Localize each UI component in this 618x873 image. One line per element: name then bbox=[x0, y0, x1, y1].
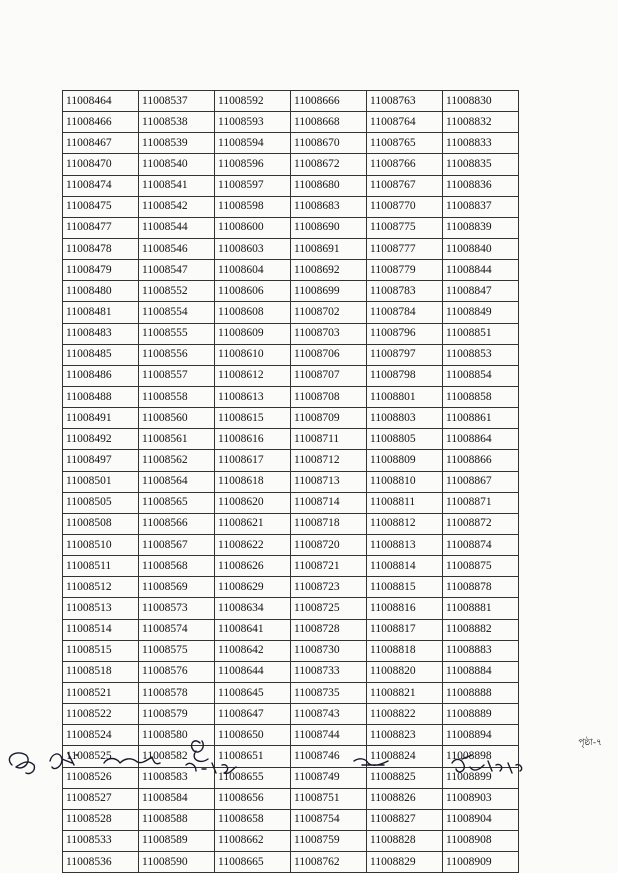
roll-number-cell: 11008609 bbox=[215, 323, 291, 344]
roll-number-cell: 11008584 bbox=[139, 788, 215, 809]
roll-number-cell: 11008542 bbox=[139, 196, 215, 217]
table-row bbox=[63, 133, 519, 154]
roll-number-cell: 11008536 bbox=[63, 852, 139, 873]
roll-number-cell: 11008565 bbox=[139, 492, 215, 513]
table-row bbox=[63, 386, 519, 407]
roll-number-cell: 11008597 bbox=[215, 175, 291, 196]
roll-number-cell: 11008555 bbox=[139, 323, 215, 344]
table-row bbox=[63, 598, 519, 619]
roll-number-cell: 11008884 bbox=[443, 661, 519, 682]
roll-number-cell: 11008562 bbox=[139, 450, 215, 471]
table-row bbox=[63, 281, 519, 302]
roll-number-cell: 11008539 bbox=[139, 133, 215, 154]
roll-number-cell: 11008576 bbox=[139, 661, 215, 682]
roll-number-cell: 11008641 bbox=[215, 619, 291, 640]
roll-number-cell: 11008723 bbox=[291, 577, 367, 598]
roll-number-cell: 11008733 bbox=[291, 661, 367, 682]
roll-number-cell: 11008508 bbox=[63, 513, 139, 534]
table-row bbox=[63, 344, 519, 365]
roll-number-cell: 11008749 bbox=[291, 767, 367, 788]
roll-number-cell: 11008711 bbox=[291, 429, 367, 450]
roll-number-cell: 11008533 bbox=[63, 830, 139, 851]
roll-number-cell: 11008511 bbox=[63, 556, 139, 577]
roll-number-cell: 11008836 bbox=[443, 175, 519, 196]
roll-number-cell: 11008567 bbox=[139, 534, 215, 555]
table-row bbox=[63, 175, 519, 196]
roll-number-cell: 11008477 bbox=[63, 217, 139, 238]
roll-number-cell: 11008541 bbox=[139, 175, 215, 196]
roll-number-cell: 11008813 bbox=[367, 534, 443, 555]
signature-3 bbox=[104, 757, 160, 764]
roll-number-cell: 11008524 bbox=[63, 725, 139, 746]
table-row bbox=[63, 238, 519, 259]
table-row bbox=[63, 577, 519, 598]
roll-number-cell: 11008665 bbox=[215, 852, 291, 873]
signature-5 bbox=[354, 759, 388, 765]
roll-number-cell: 11008746 bbox=[291, 746, 367, 767]
roll-number-cell: 11008608 bbox=[215, 302, 291, 323]
table-row bbox=[63, 450, 519, 471]
roll-number-cell: 11008779 bbox=[367, 260, 443, 281]
roll-number-cell: 11008823 bbox=[367, 725, 443, 746]
roll-number-cell: 11008832 bbox=[443, 112, 519, 133]
roll-number-cell: 11008583 bbox=[139, 767, 215, 788]
roll-number-cell: 11008777 bbox=[367, 238, 443, 259]
roll-number-cell: 11008525 bbox=[63, 746, 139, 767]
roll-number-cell: 11008603 bbox=[215, 238, 291, 259]
roll-number-cell: 11008594 bbox=[215, 133, 291, 154]
roll-number-cell: 11008874 bbox=[443, 534, 519, 555]
roll-number-cell: 11008604 bbox=[215, 260, 291, 281]
roll-number-cell: 11008908 bbox=[443, 830, 519, 851]
table-row bbox=[63, 323, 519, 344]
roll-number-cell: 11008759 bbox=[291, 830, 367, 851]
roll-number-cell: 11008754 bbox=[291, 809, 367, 830]
signature-strokes bbox=[0, 735, 618, 800]
roll-number-cell: 11008820 bbox=[367, 661, 443, 682]
roll-number-cell: 11008762 bbox=[291, 852, 367, 873]
roll-number-cell: 11008592 bbox=[215, 91, 291, 112]
roll-number-cell: 11008501 bbox=[63, 471, 139, 492]
table-row bbox=[63, 640, 519, 661]
table-row bbox=[63, 112, 519, 133]
roll-number-cell: 11008612 bbox=[215, 365, 291, 386]
roll-number-cell: 11008575 bbox=[139, 640, 215, 661]
roll-number-cell: 11008655 bbox=[215, 767, 291, 788]
roll-number-cell: 11008485 bbox=[63, 344, 139, 365]
roll-number-cell: 11008512 bbox=[63, 577, 139, 598]
roll-number-cell: 11008735 bbox=[291, 682, 367, 703]
roll-number-cell: 11008515 bbox=[63, 640, 139, 661]
signature-2 bbox=[50, 753, 78, 769]
roll-number-cell: 11008775 bbox=[367, 217, 443, 238]
roll-number-cell: 11008522 bbox=[63, 704, 139, 725]
roll-number-cell: 11008622 bbox=[215, 534, 291, 555]
roll-number-cell: 11008518 bbox=[63, 661, 139, 682]
page-number: পৃষ্ঠা-৭ bbox=[578, 738, 602, 748]
roll-number-cell: 11008883 bbox=[443, 640, 519, 661]
roll-number-cell: 11008815 bbox=[367, 577, 443, 598]
roll-number-cell: 11008766 bbox=[367, 154, 443, 175]
roll-number-cell: 11008579 bbox=[139, 704, 215, 725]
roll-number-cell: 11008464 bbox=[63, 91, 139, 112]
roll-number-cell: 11008528 bbox=[63, 809, 139, 830]
roll-number-cell: 11008644 bbox=[215, 661, 291, 682]
roll-number-cell: 11008708 bbox=[291, 386, 367, 407]
table-row bbox=[63, 830, 519, 851]
roll-number-cell: 11008613 bbox=[215, 386, 291, 407]
table-row bbox=[63, 534, 519, 555]
roll-number-cell: 11008839 bbox=[443, 217, 519, 238]
roll-number-cell: 11008763 bbox=[367, 91, 443, 112]
roll-number-cell: 11008814 bbox=[367, 556, 443, 577]
roll-number-cell: 11008510 bbox=[63, 534, 139, 555]
roll-number-cell: 11008593 bbox=[215, 112, 291, 133]
roll-number-cell: 11008596 bbox=[215, 154, 291, 175]
roll-number-cell: 11008812 bbox=[367, 513, 443, 534]
roll-number-cell: 11008615 bbox=[215, 408, 291, 429]
roll-number-cell: 11008801 bbox=[367, 386, 443, 407]
roll-number-cell: 11008872 bbox=[443, 513, 519, 534]
roll-number-cell: 11008626 bbox=[215, 556, 291, 577]
roll-number-cell: 11008578 bbox=[139, 682, 215, 703]
signature-4 bbox=[186, 741, 236, 774]
roll-number-cell: 11008690 bbox=[291, 217, 367, 238]
roll-number-cell: 11008620 bbox=[215, 492, 291, 513]
roll-number-cell: 11008554 bbox=[139, 302, 215, 323]
table-row bbox=[63, 260, 519, 281]
roll-number-cell: 11008798 bbox=[367, 365, 443, 386]
table-row bbox=[63, 852, 519, 873]
roll-number-cell: 11008474 bbox=[63, 175, 139, 196]
table-row bbox=[63, 154, 519, 175]
signature-1 bbox=[9, 753, 34, 774]
roll-number-cell: 11008867 bbox=[443, 471, 519, 492]
table-row bbox=[63, 809, 519, 830]
roll-number-cell: 11008513 bbox=[63, 598, 139, 619]
roll-number-cell: 11008709 bbox=[291, 408, 367, 429]
roll-number-cell: 11008714 bbox=[291, 492, 367, 513]
roll-number-cell: 11008881 bbox=[443, 598, 519, 619]
roll-number-cell: 11008903 bbox=[443, 788, 519, 809]
roll-number-cell: 11008618 bbox=[215, 471, 291, 492]
roll-number-cell: 11008650 bbox=[215, 725, 291, 746]
roll-number-cell: 11008713 bbox=[291, 471, 367, 492]
roll-number-cell: 11008692 bbox=[291, 260, 367, 281]
roll-number-cell: 11008497 bbox=[63, 450, 139, 471]
roll-number-cell: 11008730 bbox=[291, 640, 367, 661]
roll-number-cell: 11008797 bbox=[367, 344, 443, 365]
roll-number-cell: 11008600 bbox=[215, 217, 291, 238]
roll-number-cell: 11008558 bbox=[139, 386, 215, 407]
roll-number-cell: 11008526 bbox=[63, 767, 139, 788]
roll-number-cell: 11008840 bbox=[443, 238, 519, 259]
roll-number-cell: 11008590 bbox=[139, 852, 215, 873]
roll-number-cell: 11008770 bbox=[367, 196, 443, 217]
roll-number-cell: 11008662 bbox=[215, 830, 291, 851]
roll-number-cell: 11008629 bbox=[215, 577, 291, 598]
table-row bbox=[63, 91, 519, 112]
roll-number-cell: 11008849 bbox=[443, 302, 519, 323]
roll-number-cell: 11008825 bbox=[367, 767, 443, 788]
roll-number-cell: 11008479 bbox=[63, 260, 139, 281]
roll-number-cell: 11008514 bbox=[63, 619, 139, 640]
roll-number-cell: 11008556 bbox=[139, 344, 215, 365]
roll-number-cell: 11008544 bbox=[139, 217, 215, 238]
roll-number-cell: 11008816 bbox=[367, 598, 443, 619]
roll-number-cell: 11008642 bbox=[215, 640, 291, 661]
roll-number-cell: 11008830 bbox=[443, 91, 519, 112]
roll-number-cell: 11008751 bbox=[291, 788, 367, 809]
roll-number-cell: 11008505 bbox=[63, 492, 139, 513]
roll-number-cell: 11008712 bbox=[291, 450, 367, 471]
table-row bbox=[63, 365, 519, 386]
roll-number-cell: 11008475 bbox=[63, 196, 139, 217]
roll-number-cell: 11008527 bbox=[63, 788, 139, 809]
roll-number-cell: 11008827 bbox=[367, 809, 443, 830]
roll-number-cell: 11008580 bbox=[139, 725, 215, 746]
roll-number-cell: 11008829 bbox=[367, 852, 443, 873]
roll-number-cell: 11008728 bbox=[291, 619, 367, 640]
roll-number-cell: 11008702 bbox=[291, 302, 367, 323]
roll-number-cell: 11008720 bbox=[291, 534, 367, 555]
roll-number-cell: 11008725 bbox=[291, 598, 367, 619]
roll-number-cell: 11008492 bbox=[63, 429, 139, 450]
roll-number-cell: 11008718 bbox=[291, 513, 367, 534]
table-row bbox=[63, 302, 519, 323]
roll-number-cell: 11008878 bbox=[443, 577, 519, 598]
roll-number-cell: 11008854 bbox=[443, 365, 519, 386]
roll-number-cell: 11008670 bbox=[291, 133, 367, 154]
roll-number-cell: 11008871 bbox=[443, 492, 519, 513]
roll-number-cell: 11008783 bbox=[367, 281, 443, 302]
table-row bbox=[63, 429, 519, 450]
roll-number-cell: 11008824 bbox=[367, 746, 443, 767]
roll-number-cell: 11008858 bbox=[443, 386, 519, 407]
roll-number-cell: 11008866 bbox=[443, 450, 519, 471]
roll-number-cell: 11008546 bbox=[139, 238, 215, 259]
signature-6 bbox=[452, 755, 522, 773]
roll-number-cell: 11008784 bbox=[367, 302, 443, 323]
roll-number-cell: 11008828 bbox=[367, 830, 443, 851]
table-row bbox=[63, 492, 519, 513]
roll-number-cell: 11008564 bbox=[139, 471, 215, 492]
roll-number-cell: 11008566 bbox=[139, 513, 215, 534]
roll-number-cell: 11008818 bbox=[367, 640, 443, 661]
roll-number-cell: 11008470 bbox=[63, 154, 139, 175]
roll-number-cell: 11008796 bbox=[367, 323, 443, 344]
table-row bbox=[63, 619, 519, 640]
roll-number-cell: 11008847 bbox=[443, 281, 519, 302]
table-row bbox=[63, 471, 519, 492]
roll-number-cell: 11008521 bbox=[63, 682, 139, 703]
roll-number-cell: 11008589 bbox=[139, 830, 215, 851]
roll-number-cell: 11008672 bbox=[291, 154, 367, 175]
roll-number-cell: 11008699 bbox=[291, 281, 367, 302]
roll-number-cell: 11008552 bbox=[139, 281, 215, 302]
roll-number-cell: 11008668 bbox=[291, 112, 367, 133]
roll-number-cell: 11008621 bbox=[215, 513, 291, 534]
roll-number-cell: 11008560 bbox=[139, 408, 215, 429]
roll-number-cell: 11008803 bbox=[367, 408, 443, 429]
table-row bbox=[63, 682, 519, 703]
table-row bbox=[63, 217, 519, 238]
roll-number-cell: 11008634 bbox=[215, 598, 291, 619]
roll-number-cell: 11008680 bbox=[291, 175, 367, 196]
roll-number-cell: 11008598 bbox=[215, 196, 291, 217]
roll-number-cell: 11008811 bbox=[367, 492, 443, 513]
roll-number-cell: 11008837 bbox=[443, 196, 519, 217]
roll-number-cell: 11008909 bbox=[443, 852, 519, 873]
roll-number-cell: 11008835 bbox=[443, 154, 519, 175]
roll-number-cell: 11008561 bbox=[139, 429, 215, 450]
roll-number-cell: 11008888 bbox=[443, 682, 519, 703]
table-row bbox=[63, 704, 519, 725]
table-row bbox=[63, 513, 519, 534]
roll-number-cell: 11008651 bbox=[215, 746, 291, 767]
roll-number-cell: 11008767 bbox=[367, 175, 443, 196]
roll-number-cell: 11008568 bbox=[139, 556, 215, 577]
table-row bbox=[63, 556, 519, 577]
table-row bbox=[63, 661, 519, 682]
roll-number-cell: 11008588 bbox=[139, 809, 215, 830]
roll-number-cell: 11008466 bbox=[63, 112, 139, 133]
roll-number-cell: 11008861 bbox=[443, 408, 519, 429]
roll-number-cell: 11008853 bbox=[443, 344, 519, 365]
roll-number-cell: 11008537 bbox=[139, 91, 215, 112]
roll-number-cell: 11008467 bbox=[63, 133, 139, 154]
roll-number-cell: 11008707 bbox=[291, 365, 367, 386]
roll-number-cell: 11008822 bbox=[367, 704, 443, 725]
roll-number-cell: 11008574 bbox=[139, 619, 215, 640]
roll-number-cell: 11008817 bbox=[367, 619, 443, 640]
signature-area bbox=[0, 735, 618, 800]
roll-number-cell: 11008606 bbox=[215, 281, 291, 302]
roll-number-cell: 11008706 bbox=[291, 344, 367, 365]
roll-number-cell: 11008481 bbox=[63, 302, 139, 323]
roll-number-cell: 11008582 bbox=[139, 746, 215, 767]
roll-number-cell: 11008666 bbox=[291, 91, 367, 112]
roll-number-cell: 11008538 bbox=[139, 112, 215, 133]
table-row bbox=[63, 408, 519, 429]
roll-number-cell: 11008573 bbox=[139, 598, 215, 619]
roll-number-cell: 11008483 bbox=[63, 323, 139, 344]
roll-number-cell: 11008656 bbox=[215, 788, 291, 809]
roll-number-cell: 11008691 bbox=[291, 238, 367, 259]
roll-number-cell: 11008547 bbox=[139, 260, 215, 281]
roll-number-cell: 11008826 bbox=[367, 788, 443, 809]
roll-number-cell: 11008904 bbox=[443, 809, 519, 830]
roll-number-cell: 11008894 bbox=[443, 725, 519, 746]
roll-number-cell: 11008851 bbox=[443, 323, 519, 344]
roll-number-cell: 11008647 bbox=[215, 704, 291, 725]
roll-number-cell: 11008703 bbox=[291, 323, 367, 344]
roll-number-cell: 11008765 bbox=[367, 133, 443, 154]
roll-number-cell: 11008658 bbox=[215, 809, 291, 830]
roll-number-cell: 11008744 bbox=[291, 725, 367, 746]
roll-number-cell: 11008743 bbox=[291, 704, 367, 725]
roll-number-cell: 11008809 bbox=[367, 450, 443, 471]
roll-number-cell: 11008810 bbox=[367, 471, 443, 492]
roll-number-cell: 11008898 bbox=[443, 746, 519, 767]
roll-number-cell: 11008844 bbox=[443, 260, 519, 281]
roll-number-cell: 11008478 bbox=[63, 238, 139, 259]
roll-number-cell: 11008721 bbox=[291, 556, 367, 577]
roll-number-cell: 11008486 bbox=[63, 365, 139, 386]
roll-number-cell: 11008889 bbox=[443, 704, 519, 725]
roll-number-cell: 11008833 bbox=[443, 133, 519, 154]
roll-number-cell: 11008764 bbox=[367, 112, 443, 133]
roll-number-cell: 11008557 bbox=[139, 365, 215, 386]
table-row bbox=[63, 196, 519, 217]
roll-number-cell: 11008821 bbox=[367, 682, 443, 703]
roll-number-cell: 11008617 bbox=[215, 450, 291, 471]
roll-number-cell: 11008610 bbox=[215, 344, 291, 365]
roll-number-cell: 11008569 bbox=[139, 577, 215, 598]
roll-number-cell: 11008491 bbox=[63, 408, 139, 429]
roll-number-cell: 11008864 bbox=[443, 429, 519, 450]
roll-number-cell: 11008616 bbox=[215, 429, 291, 450]
roll-number-cell: 11008805 bbox=[367, 429, 443, 450]
roll-number-cell: 11008875 bbox=[443, 556, 519, 577]
roll-number-cell: 11008683 bbox=[291, 196, 367, 217]
roll-number-cell: 11008540 bbox=[139, 154, 215, 175]
roll-number-cell: 11008480 bbox=[63, 281, 139, 302]
roll-number-cell: 11008645 bbox=[215, 682, 291, 703]
roll-number-cell: 11008882 bbox=[443, 619, 519, 640]
roll-number-cell: 11008899 bbox=[443, 767, 519, 788]
roll-number-cell: 11008488 bbox=[63, 386, 139, 407]
